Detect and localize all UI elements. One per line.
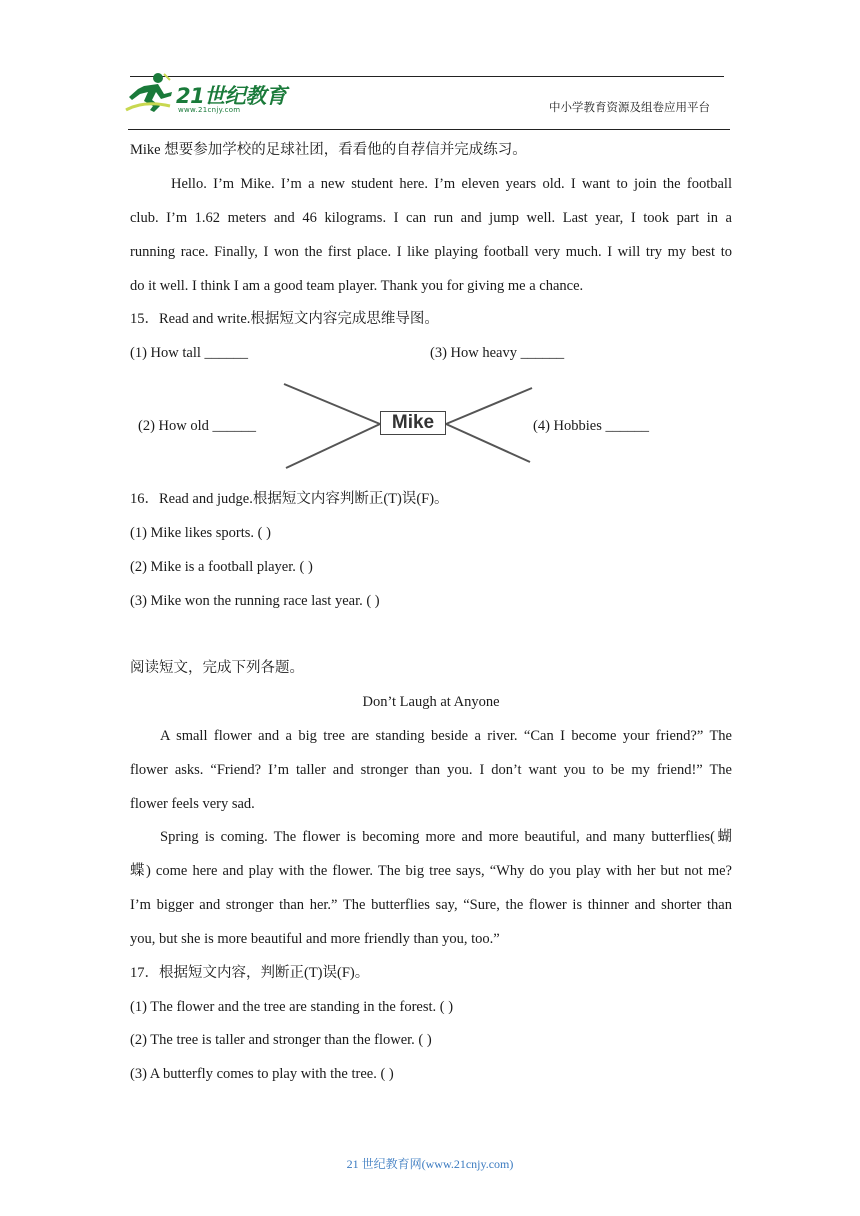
logo-url: www.21cnjy.com bbox=[178, 106, 241, 114]
logo-text: 21世纪教育 bbox=[176, 84, 287, 108]
paragraph-line: Spring is coming. The flower is becoming more and more beautiful, and many butterflies(蝴 bbox=[160, 829, 732, 845]
paragraph-line: I’m bigger and stronger than her.” The butterflies say, “Sure, the flower is thinner and shorter than bbox=[130, 897, 732, 913]
paragraph-line: do it well. I think I am a good team player. Thank you for giving me a chance. bbox=[130, 278, 584, 294]
paragraph-line: A small flower and a big tree are standing beside a river. “Can I become your friend?” The bbox=[160, 728, 732, 744]
paragraph-line: flower asks. “Friend? I’m taller and stronger than you. I don’t want you to be my friend!” The bbox=[130, 762, 732, 778]
paragraph-line: you, but she is more beautiful and more friendly than you, too.” bbox=[130, 931, 500, 947]
mindmap-item-height: (1) How tall ______ bbox=[130, 345, 248, 361]
section2-intro: 阅读短文，完成下列各题。 bbox=[130, 660, 304, 676]
header-platform-text: 中小学教育资源及组卷应用平台 bbox=[549, 100, 710, 114]
q17-title: 17．根据短文内容，判断正(T)误(F)。 bbox=[130, 965, 370, 981]
q16-title: 16．Read and judge.根据短文内容判断正(T)误(F)。 bbox=[130, 491, 449, 507]
story-title: Don’t Laugh at Anyone bbox=[362, 694, 500, 710]
paragraph-line: flower feels very sad. bbox=[130, 796, 255, 812]
mindmap-center: Mike bbox=[380, 411, 446, 435]
runner-icon bbox=[124, 70, 176, 114]
mindmap-item-hobbies: (4) Hobbies ______ bbox=[533, 418, 649, 434]
q16-item: (1) Mike likes sports. ( ) bbox=[130, 525, 271, 541]
paragraph-line: 蝶) come here and play with the flower. The big tree says, “Why do you play with her but not me? bbox=[130, 863, 732, 879]
paragraph-line: club. I’m 1.62 meters and 46 kilograms. I can run and jump well. Last year, I took part in a bbox=[130, 210, 732, 226]
mindmap-item-age: (2) How old ______ bbox=[138, 418, 257, 434]
q16-item: (3) Mike won the running race last year. ( ) bbox=[130, 593, 380, 609]
q15-title: 15．Read and write.根据短文内容完成思维导图。 bbox=[130, 311, 439, 327]
q17-item: (1) The flower and the tree are standing in the forest. ( ) bbox=[130, 999, 454, 1015]
mindmap-item-weight: (3) How heavy ______ bbox=[430, 345, 565, 361]
logo bbox=[124, 70, 294, 118]
q17-item: (2) The tree is taller and stronger than the flower. ( ) bbox=[130, 1032, 432, 1048]
section1-intro: Mike 想要参加学校的足球社团，看看他的自荐信并完成练习。 bbox=[130, 142, 527, 158]
q17-item: (3) A butterfly comes to play with the tree. ( ) bbox=[130, 1066, 394, 1082]
q16-item: (2) Mike is a football player. ( ) bbox=[130, 559, 313, 575]
paragraph-line: Hello. I’m Mike. I’m a new student here. I’m eleven years old. I want to join the football bbox=[171, 176, 732, 192]
paragraph-line: running race. Finally, I won the first place. I like playing football very much. I will try my best to bbox=[130, 244, 732, 260]
header-bottom-rule bbox=[128, 129, 730, 130]
page-footer: 21 世纪教育网(www.21cnjy.com) bbox=[346, 1157, 514, 1171]
